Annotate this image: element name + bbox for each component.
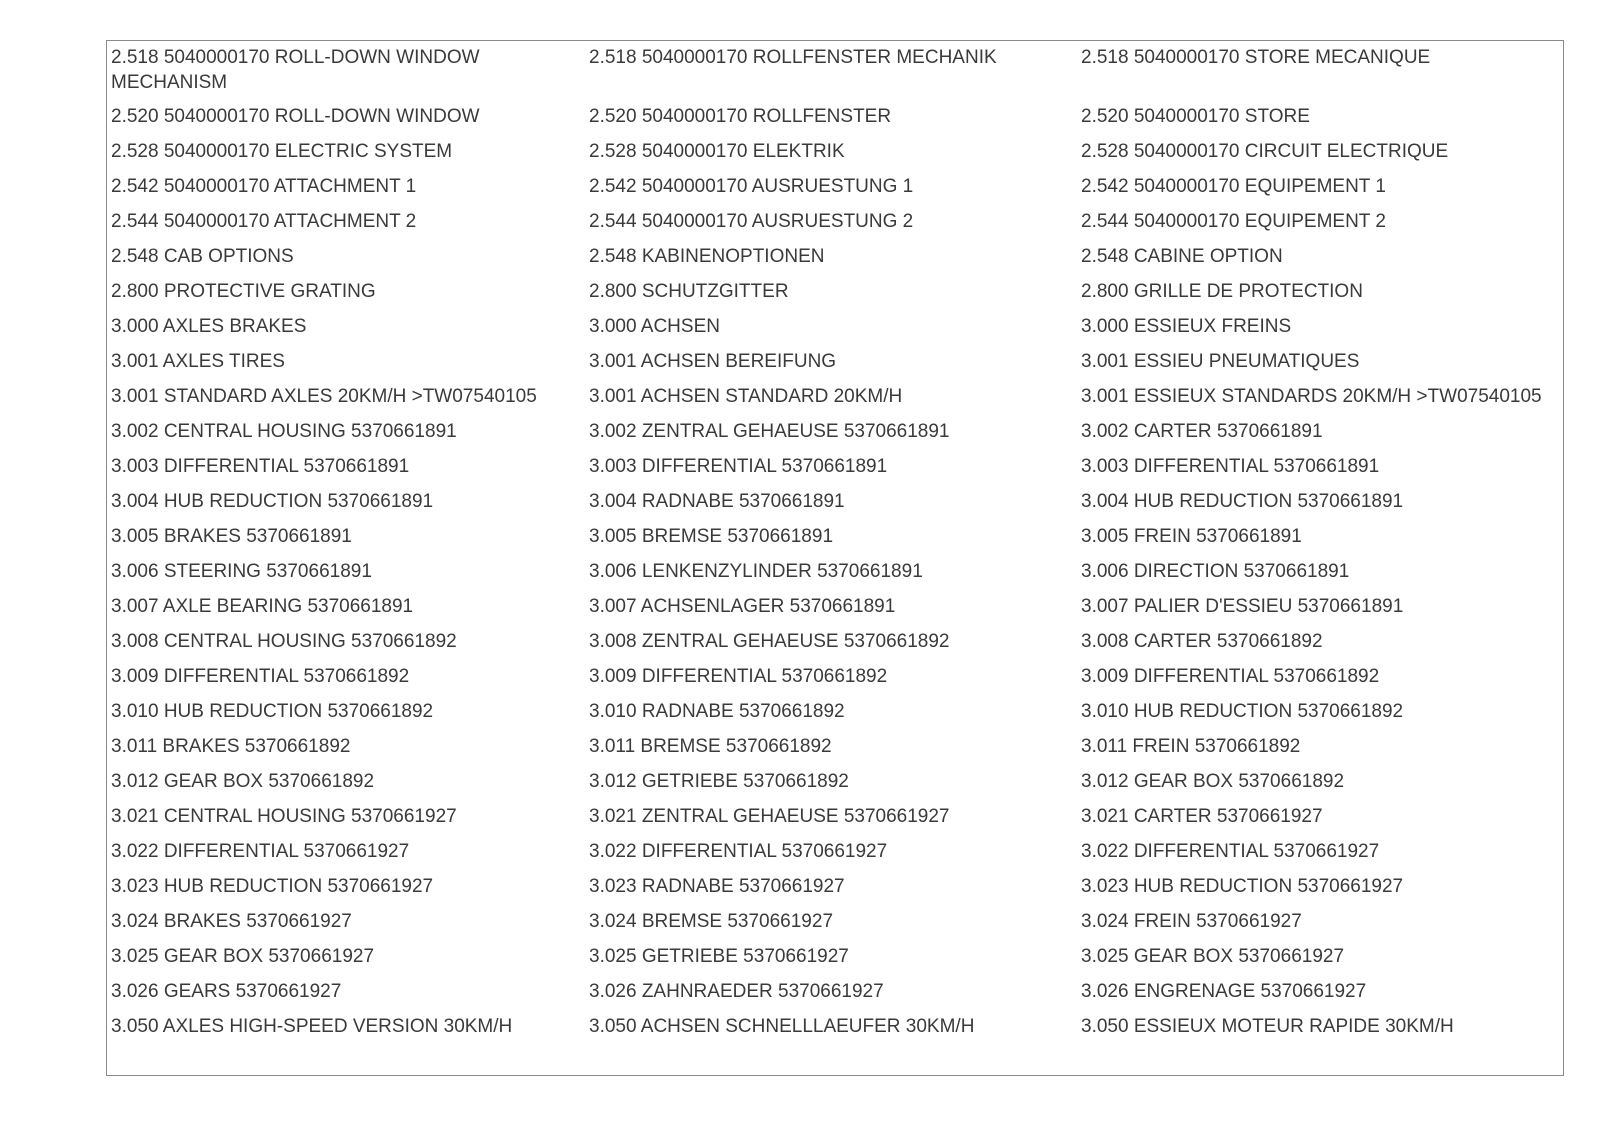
cell-english: 3.025 GEAR BOX 5370661927 xyxy=(111,946,375,967)
cell-german: 3.022 DIFFERENTIAL 5370661927 xyxy=(589,841,888,862)
cell-german: 3.021 ZENTRAL GEHAEUSE 5370661927 xyxy=(589,806,950,827)
cell-english: 2.518 5040000170 ROLL-DOWN WINDOW MECHANISM xyxy=(111,47,480,93)
cell-french: 3.008 CARTER 5370661892 xyxy=(1081,631,1323,652)
cell-german: 2.544 5040000170 AUSRUESTUNG 2 xyxy=(589,211,914,232)
cell-english: 3.001 STANDARD AXLES 20KM/H >TW07540105 xyxy=(111,386,537,407)
cell-german: 3.025 GETRIEBE 5370661927 xyxy=(589,946,849,967)
cell-german: 3.001 ACHSEN BEREIFUNG xyxy=(589,351,837,372)
cell-german: 3.003 DIFFERENTIAL 5370661891 xyxy=(589,456,888,477)
cell-french: 2.518 5040000170 STORE MECANIQUE xyxy=(1081,47,1431,68)
cell-french: 3.022 DIFFERENTIAL 5370661927 xyxy=(1081,841,1380,862)
cell-french: 3.009 DIFFERENTIAL 5370661892 xyxy=(1081,666,1380,687)
cell-german: 3.004 RADNABE 5370661891 xyxy=(589,491,845,512)
cell-english: 3.002 CENTRAL HOUSING 5370661891 xyxy=(111,421,457,442)
cell-german: 2.518 5040000170 ROLLFENSTER MECHANIK xyxy=(589,47,997,68)
cell-french: 3.023 HUB REDUCTION 5370661927 xyxy=(1081,876,1404,897)
cell-french: 3.006 DIRECTION 5370661891 xyxy=(1081,561,1350,582)
cell-german: 3.024 BREMSE 5370661927 xyxy=(589,911,834,932)
cell-english: 3.004 HUB REDUCTION 5370661891 xyxy=(111,491,434,512)
cell-english: 3.001 AXLES TIRES xyxy=(111,351,285,372)
cell-german: 3.000 ACHSEN xyxy=(589,316,720,337)
cell-english: 2.542 5040000170 ATTACHMENT 1 xyxy=(111,176,417,197)
cell-french: 3.025 GEAR BOX 5370661927 xyxy=(1081,946,1345,967)
cell-french: 3.001 ESSIEUX STANDARDS 20KM/H >TW07540105 xyxy=(1081,386,1542,407)
cell-english: 3.021 CENTRAL HOUSING 5370661927 xyxy=(111,806,457,827)
cell-german: 3.010 RADNABE 5370661892 xyxy=(589,701,845,722)
cell-french: 3.004 HUB REDUCTION 5370661891 xyxy=(1081,491,1404,512)
cell-english: 3.023 HUB REDUCTION 5370661927 xyxy=(111,876,434,897)
cell-french: 2.520 5040000170 STORE xyxy=(1081,106,1310,127)
cell-german: 2.548 KABINENOPTIONEN xyxy=(589,246,825,267)
cell-french: 3.012 GEAR BOX 5370661892 xyxy=(1081,771,1345,792)
cell-french: 2.528 5040000170 CIRCUIT ELECTRIQUE xyxy=(1081,141,1449,162)
cell-german: 3.005 BREMSE 5370661891 xyxy=(589,526,834,547)
cell-german: 2.528 5040000170 ELEKTRIK xyxy=(589,141,845,162)
cell-french: 3.050 ESSIEUX MOTEUR RAPIDE 30KM/H xyxy=(1081,1016,1454,1037)
cell-english: 3.022 DIFFERENTIAL 5370661927 xyxy=(111,841,410,862)
cell-german: 3.002 ZENTRAL GEHAEUSE 5370661891 xyxy=(589,421,950,442)
cell-french: 3.021 CARTER 5370661927 xyxy=(1081,806,1323,827)
cell-english: 3.008 CENTRAL HOUSING 5370661892 xyxy=(111,631,457,652)
cell-english: 2.544 5040000170 ATTACHMENT 2 xyxy=(111,211,417,232)
cell-french: 3.005 FREIN 5370661891 xyxy=(1081,526,1302,547)
cell-english: 3.012 GEAR BOX 5370661892 xyxy=(111,771,375,792)
cell-french: 2.544 5040000170 EQUIPEMENT 2 xyxy=(1081,211,1386,232)
cell-french: 2.542 5040000170 EQUIPEMENT 1 xyxy=(1081,176,1386,197)
cell-german: 3.023 RADNABE 5370661927 xyxy=(589,876,845,897)
cell-french: 3.010 HUB REDUCTION 5370661892 xyxy=(1081,701,1404,722)
cell-german: 3.006 LENKENZYLINDER 5370661891 xyxy=(589,561,923,582)
cell-english: 3.009 DIFFERENTIAL 5370661892 xyxy=(111,666,410,687)
document-table-frame xyxy=(106,40,1564,1076)
cell-german: 3.009 DIFFERENTIAL 5370661892 xyxy=(589,666,888,687)
cell-english: 2.548 CAB OPTIONS xyxy=(111,246,294,267)
cell-german: 2.542 5040000170 AUSRUESTUNG 1 xyxy=(589,176,914,197)
cell-english: 3.005 BRAKES 5370661891 xyxy=(111,526,352,547)
cell-german: 3.050 ACHSEN SCHNELLLAEUFER 30KM/H xyxy=(589,1016,975,1037)
cell-french: 2.548 CABINE OPTION xyxy=(1081,246,1283,267)
cell-french: 3.007 PALIER D'ESSIEU 5370661891 xyxy=(1081,596,1404,617)
cell-english: 2.800 PROTECTIVE GRATING xyxy=(111,281,376,302)
cell-french: 3.011 FREIN 5370661892 xyxy=(1081,736,1301,757)
cell-english: 3.010 HUB REDUCTION 5370661892 xyxy=(111,701,434,722)
cell-english: 3.011 BRAKES 5370661892 xyxy=(111,736,351,757)
cell-german: 2.800 SCHUTZGITTER xyxy=(589,281,789,302)
cell-german: 3.001 ACHSEN STANDARD 20KM/H xyxy=(589,386,903,407)
cell-english: 3.006 STEERING 5370661891 xyxy=(111,561,372,582)
cell-english: 3.003 DIFFERENTIAL 5370661891 xyxy=(111,456,410,477)
cell-english: 3.050 AXLES HIGH-SPEED VERSION 30KM/H xyxy=(111,1016,513,1037)
cell-french: 2.800 GRILLE DE PROTECTION xyxy=(1081,281,1363,302)
cell-english: 2.520 5040000170 ROLL-DOWN WINDOW xyxy=(111,106,480,127)
cell-french: 3.001 ESSIEU PNEUMATIQUES xyxy=(1081,351,1360,372)
cell-french: 3.000 ESSIEUX FREINS xyxy=(1081,316,1292,337)
cell-french: 3.026 ENGRENAGE 5370661927 xyxy=(1081,981,1367,1002)
cell-english: 3.000 AXLES BRAKES xyxy=(111,316,307,337)
cell-german: 3.011 BREMSE 5370661892 xyxy=(589,736,832,757)
cell-french: 3.002 CARTER 5370661891 xyxy=(1081,421,1323,442)
cell-english: 3.026 GEARS 5370661927 xyxy=(111,981,342,1002)
cell-german: 2.520 5040000170 ROLLFENSTER xyxy=(589,106,892,127)
cell-german: 3.007 ACHSENLAGER 5370661891 xyxy=(589,596,896,617)
cell-german: 3.008 ZENTRAL GEHAEUSE 5370661892 xyxy=(589,631,950,652)
cell-german: 3.026 ZAHNRAEDER 5370661927 xyxy=(589,981,884,1002)
cell-french: 3.024 FREIN 5370661927 xyxy=(1081,911,1302,932)
cell-english: 2.528 5040000170 ELECTRIC SYSTEM xyxy=(111,141,453,162)
cell-french: 3.003 DIFFERENTIAL 5370661891 xyxy=(1081,456,1380,477)
cell-german: 3.012 GETRIEBE 5370661892 xyxy=(589,771,849,792)
cell-english: 3.024 BRAKES 5370661927 xyxy=(111,911,352,932)
cell-english: 3.007 AXLE BEARING 5370661891 xyxy=(111,596,414,617)
